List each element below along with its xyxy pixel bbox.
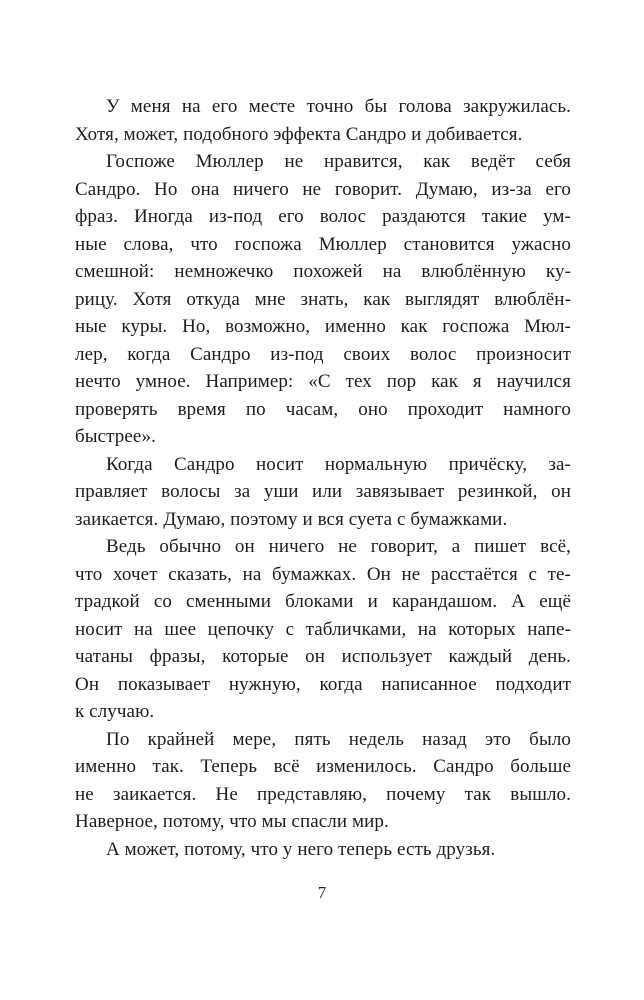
text-line: проверять время по часам, оно проходит намного [75,398,571,420]
text-line: ные слова, что госпожа Мюллер становится ужасно [75,233,571,255]
paragraph [75,726,571,836]
text-line: что хочет сказать, на бумажках. Он не расстаётся с те- [75,563,571,585]
text-line: Сандро. Но она ничего не говорит. Думаю, из-за его [75,178,571,200]
text-line: Госпоже Мюллер не нравится, как ведёт себя [106,151,571,172]
text-line: У меня на его месте точно бы голова закружилась. [106,96,571,117]
text-line: Ведь обычно он ничего не говорит, а пишет всё, [106,536,571,557]
text-line: правляет волосы за уши или завязывает резинкой, он [75,481,571,502]
paragraph [75,148,571,451]
text-block [75,93,571,863]
text-line: традкой со сменными блоками и карандашом. А ещё [75,591,571,612]
text-line: не заикается. Не представляю, почему так вышло. [75,783,571,805]
text-line: По крайней мере, пять недель назад это было [106,728,571,750]
text-line: смешной: немножечко похожей на влюблённую ку- [75,261,571,282]
text-line: Он показывает нужную, когда написанное подходит [75,673,571,695]
text-line: заикается. Думаю, поэтому и вся суета с бумажками. [75,508,508,530]
page-number: 7 [317,883,327,902]
paragraph [75,533,571,726]
text-line: быстрее». [75,426,156,447]
text-line: чатаны фразы, которые он использует каждый день. [75,646,571,667]
text-line: к случаю. [75,701,155,722]
text-line: фраз. Иногда из-под его волос раздаются такие ум- [75,206,571,227]
text-line: лер, когда Сандро из-под своих волос произносит [75,343,571,365]
text-line: носит на шее цепочку с табличками, на которых напе- [75,618,571,640]
paragraph [75,451,571,534]
text-line: именно так. Теперь всё изменилось. Сандро больше [75,756,571,777]
text-line: рицу. Хотя откуда мне знать, как выглядят влюблён- [75,288,571,310]
paragraph [75,836,571,864]
text-line: Наверное, потому, что мы спасли мир. [75,811,389,832]
text-line: ные куры. Но, возможно, именно как госпожа Мюл- [75,316,571,337]
text-line: Хотя, может, подобного эффекта Сандро и добивается. [75,123,523,145]
text-line: нечто умное. Например: «С тех пор как я научился [75,371,571,392]
text-line: Когда Сандро носит нормальную причёску, за- [106,453,571,475]
text-line: А может, потому, что у него теперь есть друзья. [106,838,496,860]
paragraph [75,93,571,148]
